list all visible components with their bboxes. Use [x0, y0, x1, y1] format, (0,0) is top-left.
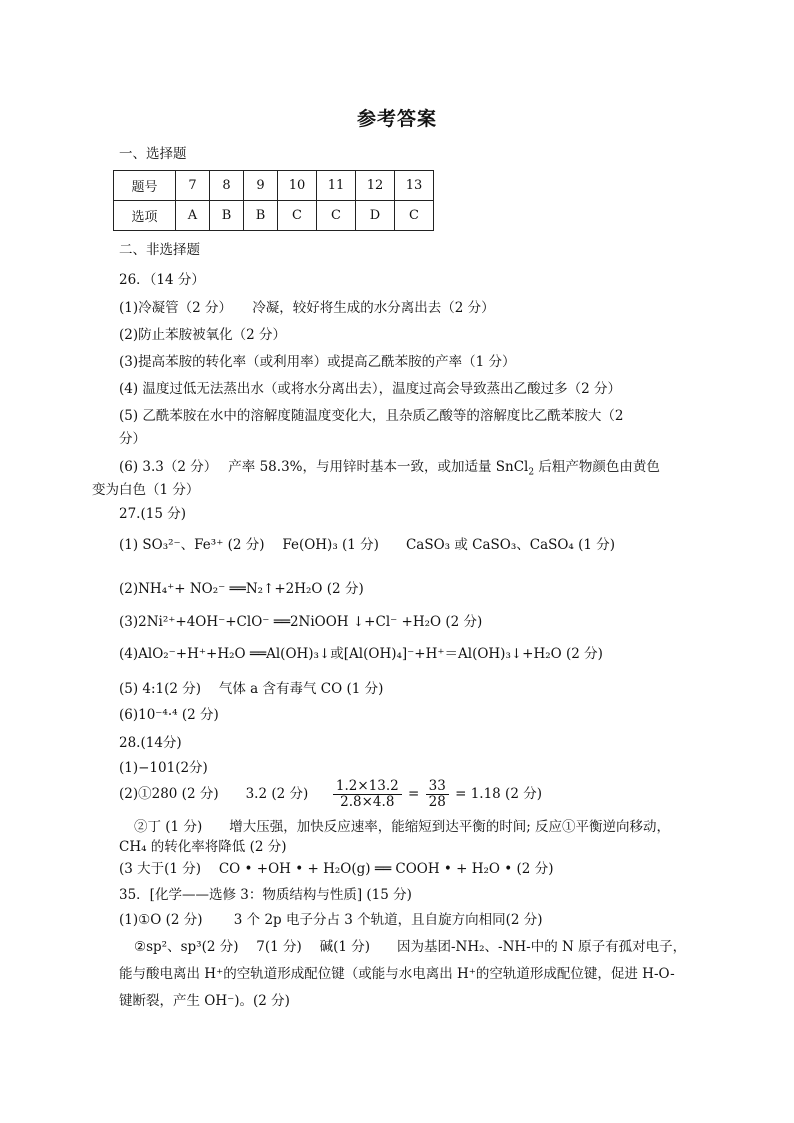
answer-line: (1)①O (2 分) 3 个 2p 电子分占 3 个轨道，且自旋方向相同(2 分)	[119, 912, 543, 928]
answer-line: ②丁 (1 分) 增大压强，加快反应速率，能缩短到达平衡的时间; 反应①平衡逆向移动，	[134, 819, 671, 835]
table-row-header: 题号	[114, 171, 176, 201]
table-cell: C	[395, 201, 434, 231]
table-cell: 13	[395, 171, 434, 201]
answer-line: (1) SO₃²⁻、Fe³⁺ (2 分) Fe(OH)₃ (1 分) CaSO₃ 或 CaSO₃、CaSO₄ (1 分)	[119, 537, 616, 553]
answer-text: (6) 3.3（2 分） 产率 58.3%，与用锌时基本一致，或加适量 SnCl	[119, 459, 529, 475]
answer-table	[113, 170, 434, 231]
answer-line: (2)NH₄⁺+ NO₂⁻ ══N₂↑+2H₂O (2 分)	[119, 581, 364, 597]
fraction-numerator: 1.2×13.2	[333, 779, 402, 795]
section-heading-multiple-choice: 一、选择题	[119, 146, 187, 162]
answer-line: (5) 乙酰苯胺在水中的溶解度随温度变化大，且杂质乙酸等的溶解度比乙酰苯胺大（2	[119, 408, 624, 424]
answer-line: (6)10⁻⁴·⁴ (2 分)	[119, 707, 219, 723]
answer-line-fraction	[119, 778, 542, 810]
table-cell: 12	[356, 171, 395, 201]
table-cell: C	[278, 201, 317, 231]
fraction	[333, 779, 402, 810]
answer-line	[119, 458, 660, 482]
answer-line: (3 大于(1 分) CO • +OH • + H₂O(g) ══ COOH • + H₂O • (2 分)	[119, 861, 554, 877]
page-title: 参考答案	[356, 108, 437, 130]
answer-line: (1)−101(2分)	[119, 760, 208, 776]
table-cell: 7	[176, 171, 210, 201]
answer-line: (3)提高苯胺的转化率（或利用率）或提高乙酰苯胺的产率（1 分）	[119, 354, 516, 370]
answer-line: 键断裂，产生 OH⁻)。(2 分)	[119, 993, 290, 1009]
answer-line: (4)AlO₂⁻+H⁺+H₂O ══Al(OH)₃↓或[Al(OH)₄]⁻+H⁺＝Al(OH)₃↓+H₂O (2 分)	[119, 646, 603, 662]
question-header-28: 28.(14分)	[119, 735, 182, 751]
question-header-35: 35．[化学——选修 3：物质结构与性质] (15 分)	[119, 887, 412, 903]
answer-line: (5) 4:1(2 分) 气体 a 含有毒气 CO (1 分)	[119, 681, 384, 697]
fraction-numerator: 33	[426, 779, 449, 795]
table-cell: 8	[210, 171, 244, 201]
answer-line: 分）	[119, 431, 146, 447]
answer-line: 能与酸电离出 H⁺的空轨道形成配位键（或能与水电离出 H⁺的空轨道形成配位键，促进 H-O-	[119, 966, 675, 982]
answer-line: (3)2Ni²⁺+4OH⁻+ClO⁻ ══2NiOOH ↓+Cl⁻ +H₂O (2 分)	[119, 614, 483, 630]
table-cell: A	[176, 201, 210, 231]
question-header-26: 26．（14 分）	[119, 272, 205, 288]
answer-line: (1)冷凝管（2 分） 冷凝，较好将生成的水分离出去（2 分）	[119, 300, 495, 316]
answer-line: (2)防止苯胺被氧化（2 分）	[119, 327, 287, 343]
table-cell: B	[210, 201, 244, 231]
table-cell: B	[244, 201, 278, 231]
answer-line: CH₄ 的转化率将降低 (2 分)	[119, 839, 287, 855]
fraction-denominator: 2.8×4.8	[340, 794, 395, 810]
answer-text: (2)①280 (2 分) 3.2 (2 分)	[119, 786, 309, 802]
fraction-denominator: 28	[428, 794, 446, 810]
answer-line: (4) 温度过低无法蒸出水（或将水分离出去），温度过高会导致蒸出乙酸过多（2 分）	[119, 381, 622, 397]
table-cell: 10	[278, 171, 317, 201]
equals-sign: =	[408, 786, 420, 802]
fraction	[426, 779, 449, 810]
table-cell: 9	[244, 171, 278, 201]
answer-line: 变为白色（1 分）	[92, 482, 200, 498]
table-cell: C	[317, 201, 356, 231]
table-row-header: 选项	[114, 201, 176, 231]
answer-text: 后粗产物颜色由黄色	[534, 459, 660, 475]
table-cell: 11	[317, 171, 356, 201]
question-header-27: 27.(15 分)	[119, 506, 186, 522]
answer-line: ②sp²、sp³(2 分) 7(1 分) 碱(1 分) 因为基团-NH₂、-NH-中的 N 原子有孤对电子，	[134, 939, 687, 955]
subscript: 2	[528, 467, 535, 478]
table-row	[114, 201, 434, 231]
table-cell: D	[356, 201, 395, 231]
answer-text: = 1.18 (2 分)	[455, 786, 542, 802]
table-row	[114, 171, 434, 201]
section-heading-non-choice: 二、非选择题	[119, 242, 200, 258]
